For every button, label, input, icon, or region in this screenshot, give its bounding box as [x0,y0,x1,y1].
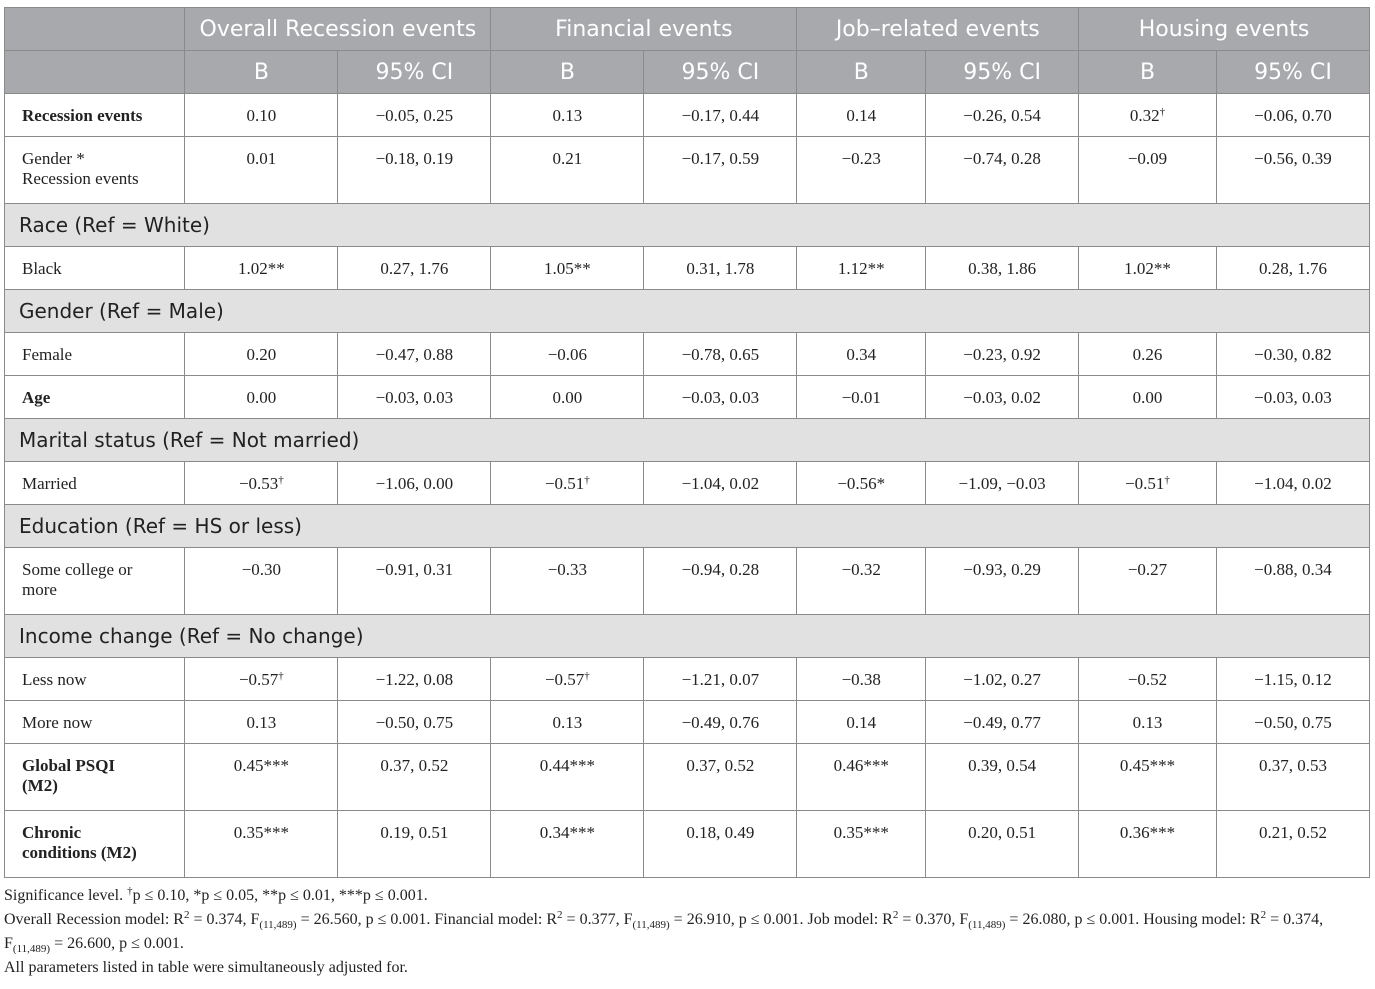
ci-cell: 0.31, 1.78 [644,247,797,290]
ci-cell: −1.15, 0.12 [1216,658,1369,701]
coef-cell: 0.13 [185,701,338,744]
header-group-overall: Overall Recession events [185,8,491,51]
ci-cell: −0.88, 0.34 [1216,548,1369,615]
table-row [5,548,1370,615]
coef-cell: 0.01 [185,137,338,204]
coef-cell: 0.14 [797,94,926,137]
coef-cell: −0.57† [185,658,338,701]
ci-cell: −1.04, 0.02 [644,462,797,505]
ci-cell: −0.50, 0.75 [1216,701,1369,744]
ci-cell: −0.91, 0.31 [338,548,491,615]
adjustment-note: All parameters listed in table were simultaneously adjusted for. [4,959,408,976]
coef-cell: 0.45*** [1079,744,1217,811]
header-b: B [491,51,644,94]
ci-cell: 0.37, 0.53 [1216,744,1369,811]
row-label: Recession events [5,94,185,137]
ci-cell: 0.19, 0.51 [338,811,491,878]
header-corner [5,8,185,51]
regression-table [4,7,1370,878]
ci-cell: −1.21, 0.07 [644,658,797,701]
ci-cell: 0.18, 0.49 [644,811,797,878]
table-row [5,658,1370,701]
ci-cell: −0.06, 0.70 [1216,94,1369,137]
coef-cell: −0.51† [491,462,644,505]
section-label: Race (Ref = White) [5,204,1370,247]
ci-cell: −0.03, 0.03 [1216,376,1369,419]
section-label: Income change (Ref = No change) [5,615,1370,658]
table-row [5,333,1370,376]
ci-cell: 0.38, 1.86 [926,247,1079,290]
ci-cell: −0.49, 0.76 [644,701,797,744]
table-row [5,94,1370,137]
coef-cell: 0.13 [1079,701,1217,744]
coef-cell: 0.00 [491,376,644,419]
ci-cell: −0.78, 0.65 [644,333,797,376]
row-label: Some college or more [5,548,185,615]
ci-cell: −1.22, 0.08 [338,658,491,701]
ci-cell: −0.56, 0.39 [1216,137,1369,204]
ci-cell: −0.26, 0.54 [926,94,1079,137]
ci-cell: 0.27, 1.76 [338,247,491,290]
coef-cell: 1.12** [797,247,926,290]
ci-cell: −0.30, 0.82 [1216,333,1369,376]
section-header-row [5,615,1370,658]
section-label: Gender (Ref = Male) [5,290,1370,333]
header-ci: 95% CI [644,51,797,94]
row-label: Female [5,333,185,376]
ci-cell: −0.05, 0.25 [338,94,491,137]
section-header-row [5,290,1370,333]
table-row [5,744,1370,811]
ci-cell: −0.47, 0.88 [338,333,491,376]
row-label: Less now [5,658,185,701]
coef-cell: 0.26 [1079,333,1217,376]
coef-cell: −0.53† [185,462,338,505]
coef-cell: −0.51† [1079,462,1217,505]
header-ci: 95% CI [338,51,491,94]
section-label: Education (Ref = HS or less) [5,505,1370,548]
ci-cell: −0.03, 0.02 [926,376,1079,419]
coef-cell: −0.57† [491,658,644,701]
ci-cell: 0.21, 0.52 [1216,811,1369,878]
table-row [5,376,1370,419]
row-label: Global PSQI (M2) [5,744,185,811]
row-label: Gender * Recession events [5,137,185,204]
header-sub-row [5,51,1370,94]
ci-cell: −0.17, 0.59 [644,137,797,204]
table-notes [4,884,1370,980]
section-header-row [5,419,1370,462]
ci-cell: −1.09, −0.03 [926,462,1079,505]
coef-cell: 0.45*** [185,744,338,811]
ci-cell: −1.04, 0.02 [1216,462,1369,505]
row-label: More now [5,701,185,744]
ci-cell: −0.17, 0.44 [644,94,797,137]
coef-cell: −0.23 [797,137,926,204]
coef-cell: 0.32† [1079,94,1217,137]
header-ci: 95% CI [1216,51,1369,94]
coef-cell: 0.36*** [1079,811,1217,878]
coef-cell: 1.02** [1079,247,1217,290]
coef-cell: 1.05** [491,247,644,290]
ci-cell: −0.93, 0.29 [926,548,1079,615]
coef-cell: −0.32 [797,548,926,615]
coef-cell: −0.33 [491,548,644,615]
table-body [5,94,1370,878]
header-b: B [797,51,926,94]
coef-cell: −0.56* [797,462,926,505]
ci-cell: −0.49, 0.77 [926,701,1079,744]
header-group-housing: Housing events [1079,8,1370,51]
header-b: B [185,51,338,94]
coef-cell: −0.30 [185,548,338,615]
table-row [5,701,1370,744]
ci-cell: −0.03, 0.03 [338,376,491,419]
coef-cell: 0.00 [1079,376,1217,419]
row-label: Black [5,247,185,290]
coef-cell: 0.35*** [797,811,926,878]
coef-cell: 0.35*** [185,811,338,878]
coef-cell: 0.46*** [797,744,926,811]
coef-cell: 0.00 [185,376,338,419]
row-label: Age [5,376,185,419]
coef-cell: 0.13 [491,94,644,137]
table-row [5,811,1370,878]
coef-cell: −0.01 [797,376,926,419]
coef-cell: 1.02** [185,247,338,290]
ci-cell: 0.39, 0.54 [926,744,1079,811]
header-ci: 95% CI [926,51,1079,94]
significance-note: Significance level. †p ≤ 0.10, *p ≤ 0.05, **p ≤ 0.01, ***p ≤ 0.001. [4,885,428,904]
results-table-container [4,7,1370,980]
ci-cell: 0.28, 1.76 [1216,247,1369,290]
ci-cell: −1.06, 0.00 [338,462,491,505]
header-group-job: Job–related events [797,8,1079,51]
section-header-row [5,204,1370,247]
ci-cell: −1.02, 0.27 [926,658,1079,701]
coef-cell: 0.34 [797,333,926,376]
coef-cell: 0.14 [797,701,926,744]
coef-cell: 0.44*** [491,744,644,811]
coef-cell: −0.27 [1079,548,1217,615]
header-group-row [5,8,1370,51]
table-row [5,247,1370,290]
ci-cell: −0.74, 0.28 [926,137,1079,204]
coef-cell: −0.38 [797,658,926,701]
header-b: B [1079,51,1217,94]
section-header-row [5,505,1370,548]
ci-cell: −0.18, 0.19 [338,137,491,204]
header-group-financial: Financial events [491,8,797,51]
table-row [5,137,1370,204]
coef-cell: 0.20 [185,333,338,376]
coef-cell: 0.21 [491,137,644,204]
coef-cell: −0.06 [491,333,644,376]
coef-cell: 0.34*** [491,811,644,878]
ci-cell: 0.37, 0.52 [338,744,491,811]
section-label: Marital status (Ref = Not married) [5,419,1370,462]
coef-cell: −0.52 [1079,658,1217,701]
ci-cell: −0.23, 0.92 [926,333,1079,376]
ci-cell: 0.20, 0.51 [926,811,1079,878]
header-corner-sub [5,51,185,94]
table-row [5,462,1370,505]
ci-cell: −0.50, 0.75 [338,701,491,744]
row-label: Chronic conditions (M2) [5,811,185,878]
coef-cell: 0.10 [185,94,338,137]
ci-cell: 0.37, 0.52 [644,744,797,811]
coef-cell: 0.13 [491,701,644,744]
coef-cell: −0.09 [1079,137,1217,204]
ci-cell: −0.94, 0.28 [644,548,797,615]
model-fit-note: Overall Recession model: $R^2 = 0.374$, $F_{(11,489)} = 26.560$, p ≤ 0.001. Financial model: $R^2 = 0.377$, $F_{(11,489)} = 26.910$, p ≤ 0.001. Job model: $R^2 = 0.370$, $F_{(11,489)} = 26.080$, p ≤ 0.001. Housing model: $R^2 = 0.374$, $F_{(11,489)} = 26.600$, p ≤ 0.001. [4,909,1324,955]
row-label: Married [5,462,185,505]
ci-cell: −0.03, 0.03 [644,376,797,419]
